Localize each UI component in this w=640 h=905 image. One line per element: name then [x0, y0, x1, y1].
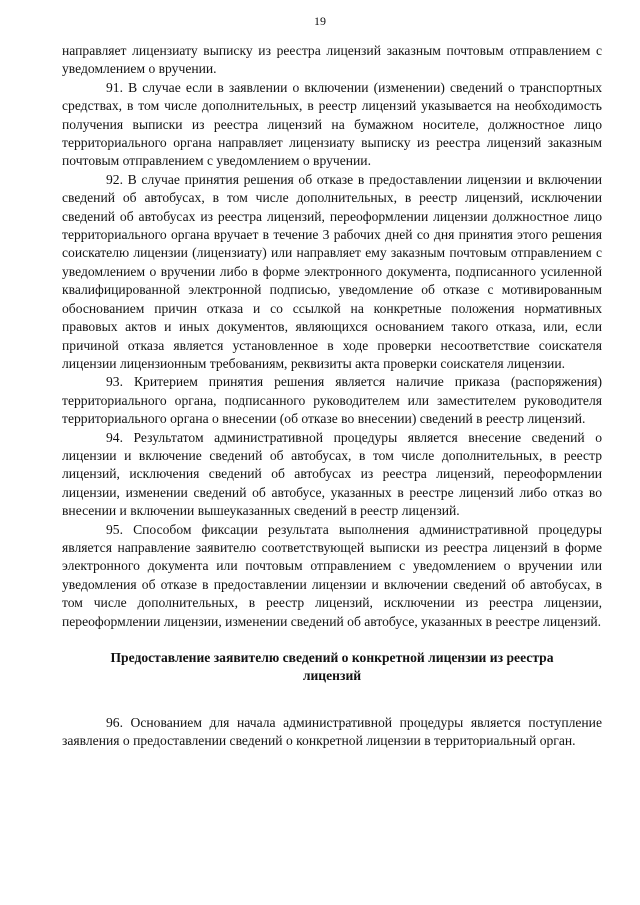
paragraph-95: 95. Способом фиксации результата выполнения административной процедуры является направление заявителю соответствующей выписки из реестра лицензий в форме электронного документа или почтовым отправлением с уведомлением о вручении или уведомления об отказе в предоставлении лицензии и включении сведений об автобусах, в том числе дополнительных, в реестр лицензий, исключении из реестра лицензии, переоформлении лицензии, изменении сведений об автобусе, указанных в реестре лицензий. — [62, 521, 602, 629]
section-heading: Предоставление заявителю сведений о конкретной лицензии из реестра лицензий — [110, 650, 554, 684]
paragraph-91: 91. В случае если в заявлении о включении (изменении) сведений о транспортных средствах, в том числе дополнительных, в реестр лицензий указывается на необходимость получения выписки из реестра лицензий на бумажном носителе, должностное лицо территориального органа направляет лицензиату выписку из реестра лицензий заказным почтовым отправлением с уведомлением о вручении. — [62, 79, 602, 169]
page-number: 19 — [314, 14, 326, 28]
paragraph-92: 92. В случае принятия решения об отказе в предоставлении лицензии и включении сведений об автобусах, в том числе дополнительных, в реестр лицензий, исключении сведений об автобусах из реестра лицензий, переоформлении лицензии должностное лицо территориального органа вручает в течение 3 рабочих дней со дня принятия этого решения соискателю лицензии (лицензиату) или направляет ему заказным почтовым отправлением с уведомлением о вручении либо в форме электронного документа, подписанного усиленной квалифицированной электронной подписью, уведомление об отказе с мотивированным обоснованием причин отказа и со ссылкой на конкретные положения нормативных правовых актов и иных документов, являющихся основанием такого отказа, или, если причиной отказа является установленное в ходе проверки несоответствие соискателя лицензии лицензионным требованиям, реквизиты акта проверки соискателя лицензии. — [62, 171, 602, 371]
paragraph-93: 93. Критерием принятия решения является наличие приказа (распоряжения) территориального органа, подписанного руководителем или заместителем руководителя территориального органа о внесении (об отказе во внесении) сведений в реестр лицензий. — [62, 374, 602, 427]
document-body — [62, 42, 602, 751]
paragraph-continuation: направляет лицензиату выписку из реестра лицензий заказным почтовым отправлением с уведомлением о вручении. — [62, 43, 602, 77]
paragraph-96: 96. Основанием для начала административной процедуры является поступление заявления о предоставлении сведений о конкретной лицензии в территориальный орган. — [62, 714, 602, 749]
heading-spacer — [62, 686, 602, 714]
paragraph-94: 94. Результатом административной процедуры является внесение сведений о лицензии и включение сведений об автобусах, в том числе дополнительных, в реестр лицензий, исключения сведений об автобусах из реестра лицензий, переоформлении лицензии, изменении сведений об автобусе, указанных в реестре лицензий либо отказ во внесении и включении вышеуказанных сведений в реестр лицензий. — [62, 429, 602, 519]
